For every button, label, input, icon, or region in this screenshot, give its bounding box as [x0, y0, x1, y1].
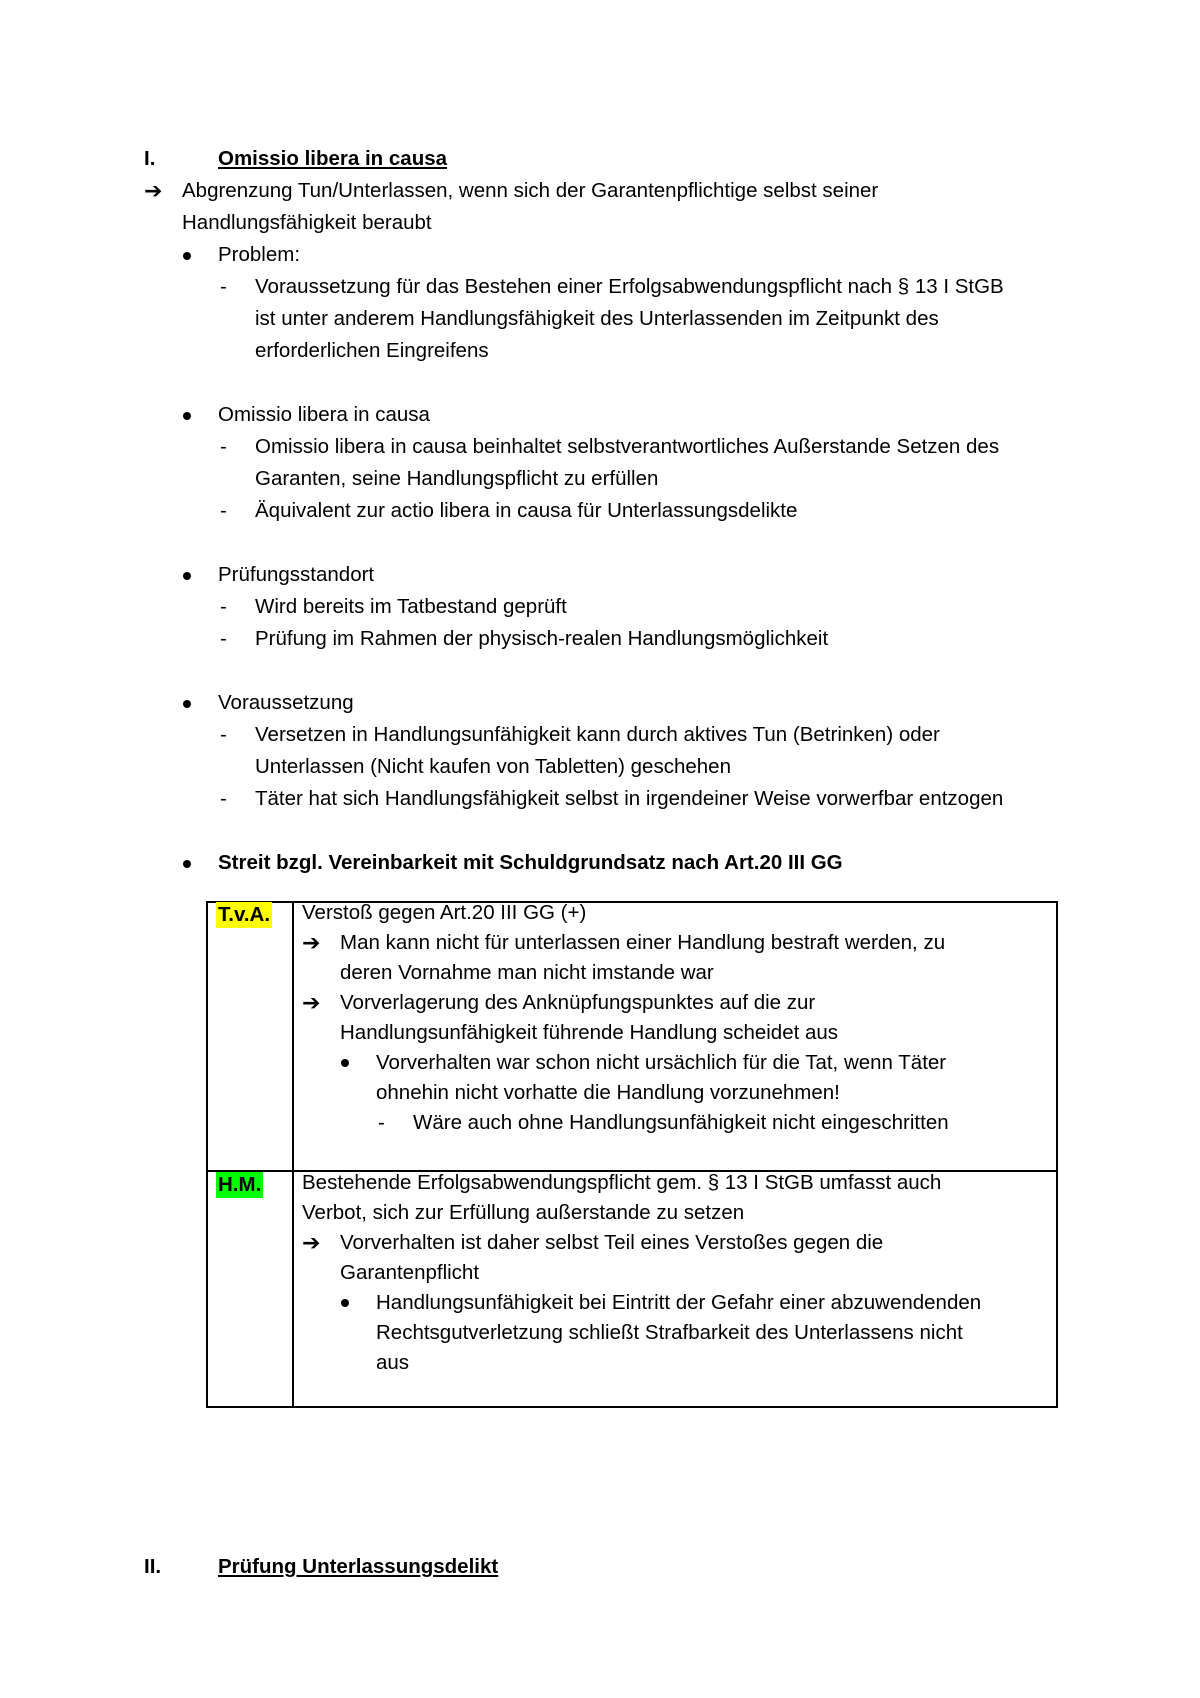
bullet-label: Omissio libera in causa [218, 403, 430, 426]
table-text: Bestehende Erfolgsabwendungspflicht gem. § 13 I StGB umfasst auch [302, 1171, 942, 1194]
section-numeral: II. [144, 1555, 162, 1578]
section-title: Omissio libera in causa [218, 147, 448, 170]
table-text: Vorverhalten ist daher selbst Teil eines Verstoßes gegen die [340, 1231, 884, 1254]
bullet-icon [183, 700, 191, 708]
dash-icon: - [220, 435, 227, 458]
opinion-tag: H.M. [218, 1173, 262, 1196]
section-title: Prüfung Unterlassungsdelikt [218, 1555, 499, 1578]
bullet-icon [183, 252, 191, 260]
bullet-label: Streit bzgl. Vereinbarkeit mit Schuldgrundsatz nach Art.20 III GG [218, 851, 843, 874]
intro-line: Handlungsfähigkeit beraubt [182, 211, 432, 234]
table-text: Verbot, sich zur Erfüllung außerstande zu setzen [302, 1201, 745, 1224]
list-item: Garanten, seine Handlungspflicht zu erfüllen [255, 467, 659, 490]
arrow-right-icon: ➔ [302, 930, 321, 955]
opinion-tag: T.v.A. [218, 903, 271, 926]
list-item: Täter hat sich Handlungsfähigkeit selbst in irgendeiner Weise vorwerfbar entzogen [255, 787, 1004, 810]
list-item: Voraussetzung für das Bestehen einer Erfolgsabwendungspflicht nach § 13 I StGB [255, 275, 1004, 298]
intro-line: Abgrenzung Tun/Unterlassen, wenn sich der Garantenpflichtige selbst seiner [182, 179, 879, 202]
table-divider [292, 901, 294, 1408]
list-item: Äquivalent zur actio libera in causa für Unterlassungsdelikte [255, 499, 798, 522]
table-text: Vorverhalten war schon nicht ursächlich für die Tat, wenn Täter [376, 1051, 947, 1074]
bullet-label: Problem: [218, 243, 301, 266]
table-text: Rechtsgutverletzung schließt Strafbarkeit des Unterlassens nicht [376, 1321, 963, 1344]
bullet-icon [183, 572, 191, 580]
bullet-icon [341, 1059, 349, 1067]
table-text: Man kann nicht für unterlassen einer Handlung bestraft werden, zu [340, 931, 946, 954]
arrow-right-icon: ➔ [144, 178, 163, 203]
arrow-right-icon: ➔ [302, 1230, 321, 1255]
table-text: ohnehin nicht vorhatte die Handlung vorzunehmen! [376, 1081, 840, 1104]
dash-icon: - [220, 787, 227, 810]
table-text: Handlungsunfähigkeit bei Eintritt der Gefahr einer abzuwendenden [376, 1291, 982, 1314]
table-text: aus [376, 1351, 410, 1374]
table-text: Handlungsunfähigkeit führende Handlung scheidet aus [340, 1021, 839, 1044]
table-text: Garantenpflicht [340, 1261, 480, 1284]
table-text: Wäre auch ohne Handlungsunfähigkeit nicht eingeschritten [413, 1111, 949, 1134]
bullet-label: Voraussetzung [218, 691, 354, 714]
dash-icon: - [220, 627, 227, 650]
list-item: Versetzen in Handlungsunfähigkeit kann durch aktives Tun (Betrinken) oder [255, 723, 940, 746]
dash-icon: - [220, 723, 227, 746]
dash-icon: - [220, 499, 227, 522]
list-item: ist unter anderem Handlungsfähigkeit des Unterlassenden im Zeitpunkt des [255, 307, 939, 330]
bullet-icon [183, 412, 191, 420]
section-numeral: I. [144, 147, 156, 170]
dash-icon: - [220, 275, 227, 298]
list-item: Prüfung im Rahmen der physisch-realen Handlungsmöglichkeit [255, 627, 829, 650]
list-item: Omissio libera in causa beinhaltet selbstverantwortliches Außerstande Setzen des [255, 435, 1000, 458]
bullet-icon [183, 860, 191, 868]
table-text: Vorverlagerung des Anknüpfungspunktes auf die zur [340, 991, 816, 1014]
dash-icon: - [220, 595, 227, 618]
table-text: deren Vornahme man nicht imstande war [340, 961, 714, 984]
bullet-label: Prüfungsstandort [218, 563, 375, 586]
list-item: Unterlassen (Nicht kaufen von Tabletten) geschehen [255, 755, 731, 778]
list-item: Wird bereits im Tatbestand geprüft [255, 595, 567, 618]
bullet-icon [341, 1299, 349, 1307]
arrow-right-icon: ➔ [302, 990, 321, 1015]
dash-icon: - [378, 1111, 385, 1134]
list-item: erforderlichen Eingreifens [255, 339, 489, 362]
table-text: Verstoß gegen Art.20 III GG (+) [302, 901, 587, 924]
